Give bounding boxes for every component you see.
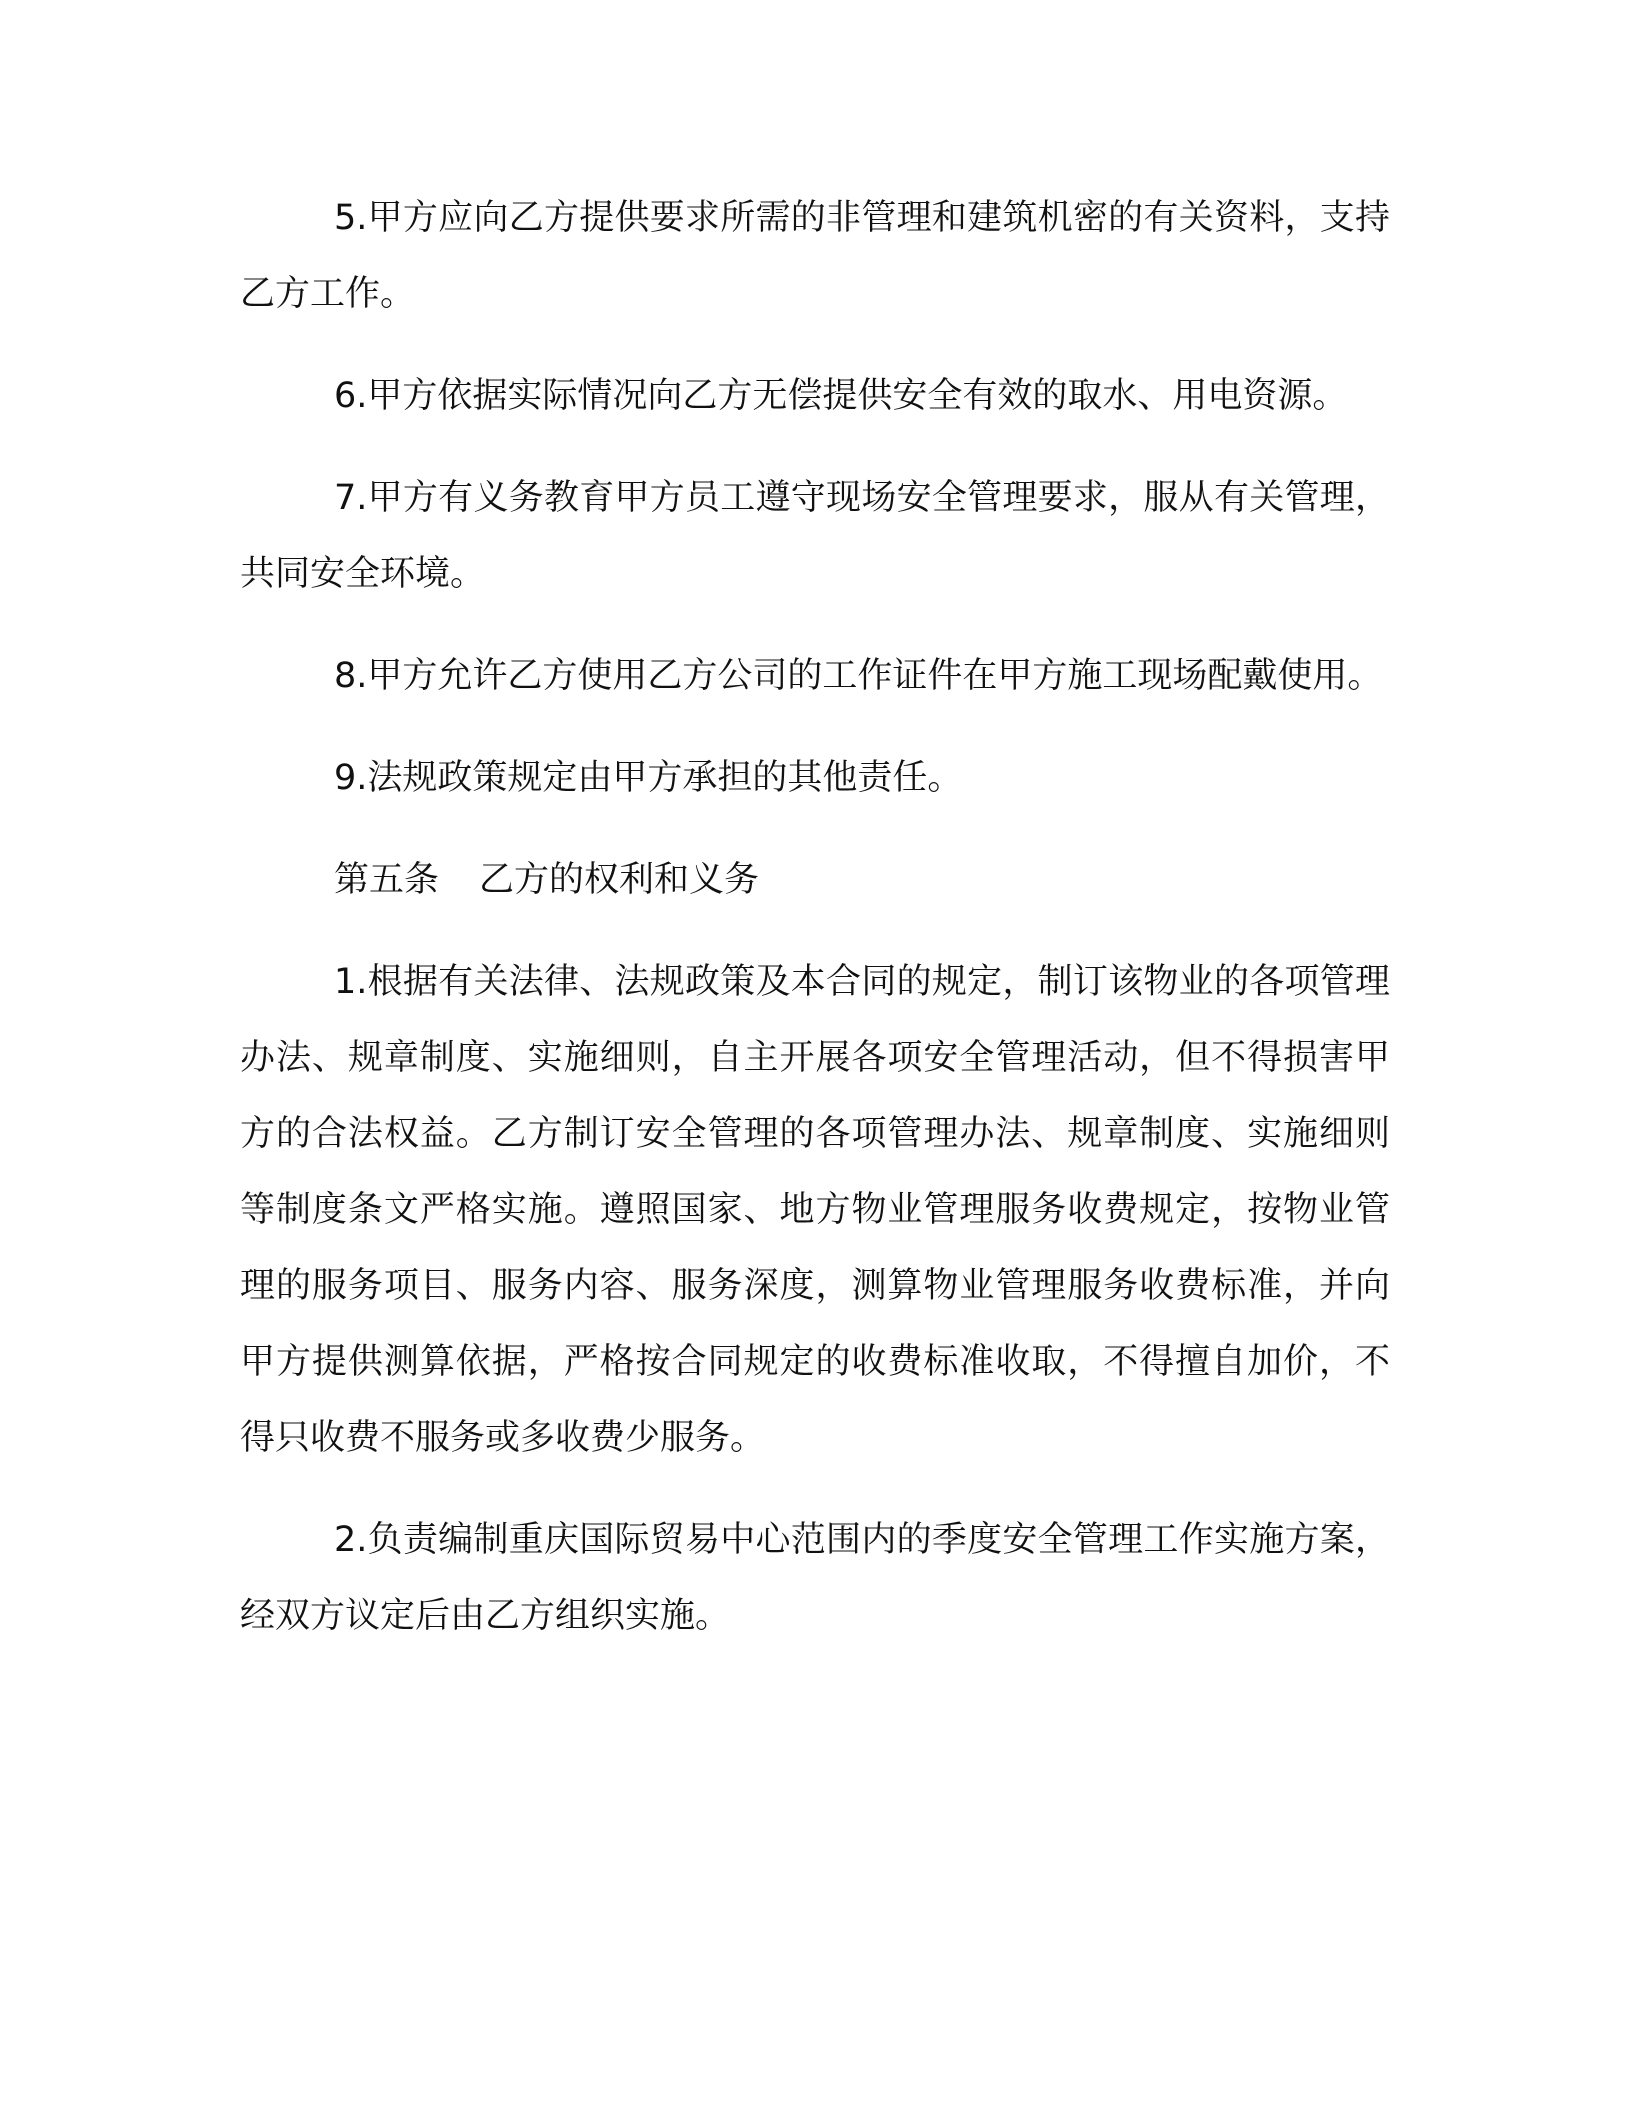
- paragraph-item-9: 9.法规政策规定由甲方承担的其他责任。: [334, 758, 963, 798]
- section-paragraph-1: 1.根据有关法律、法规政策及本合同的规定，制订该物业的各项管理办法、规章制度、实施细则，自主开展各项安全管理活动，但不得损害甲方的合法权益。乙方制订安全管理的各项管理办法、规章制度、实施细则等制度条文严格实施。遵照国家、地方物业管理服务收费规定，按物业管理的服务项目、服务内容、服务深度，测算物业管理服务收费标准，并向甲方提供测算依据，严格按合同规定的收费标准收取，不得擅自加价，不得只收费不服务或多收费少服务。: [240, 962, 1390, 1458]
- paragraph-item-5: 5.甲方应向乙方提供要求所需的非管理和建筑机密的有关资料，支持乙方工作。: [240, 198, 1390, 314]
- section-paragraph-2: 2.负责编制重庆国际贸易中心范围内的季度安全管理工作实施方案，经双方议定后由乙方组织实施。: [240, 1520, 1390, 1636]
- paragraph-item-6: 6.甲方依据实际情况向乙方无偿提供安全有效的取水、用电资源。: [334, 376, 1348, 416]
- section-number: 第五条: [334, 860, 440, 900]
- document-body: [240, 180, 1390, 1680]
- paragraph-item-8: 8.甲方允许乙方使用乙方公司的工作证件在甲方施工现场配戴使用。: [334, 656, 1383, 696]
- paragraph-item-7: 7.甲方有义务教育甲方员工遵守现场安全管理要求，服从有关管理，共同安全环境。: [240, 478, 1390, 594]
- section-title: 乙方的权利和义务: [479, 860, 760, 900]
- section-heading: [240, 842, 1390, 918]
